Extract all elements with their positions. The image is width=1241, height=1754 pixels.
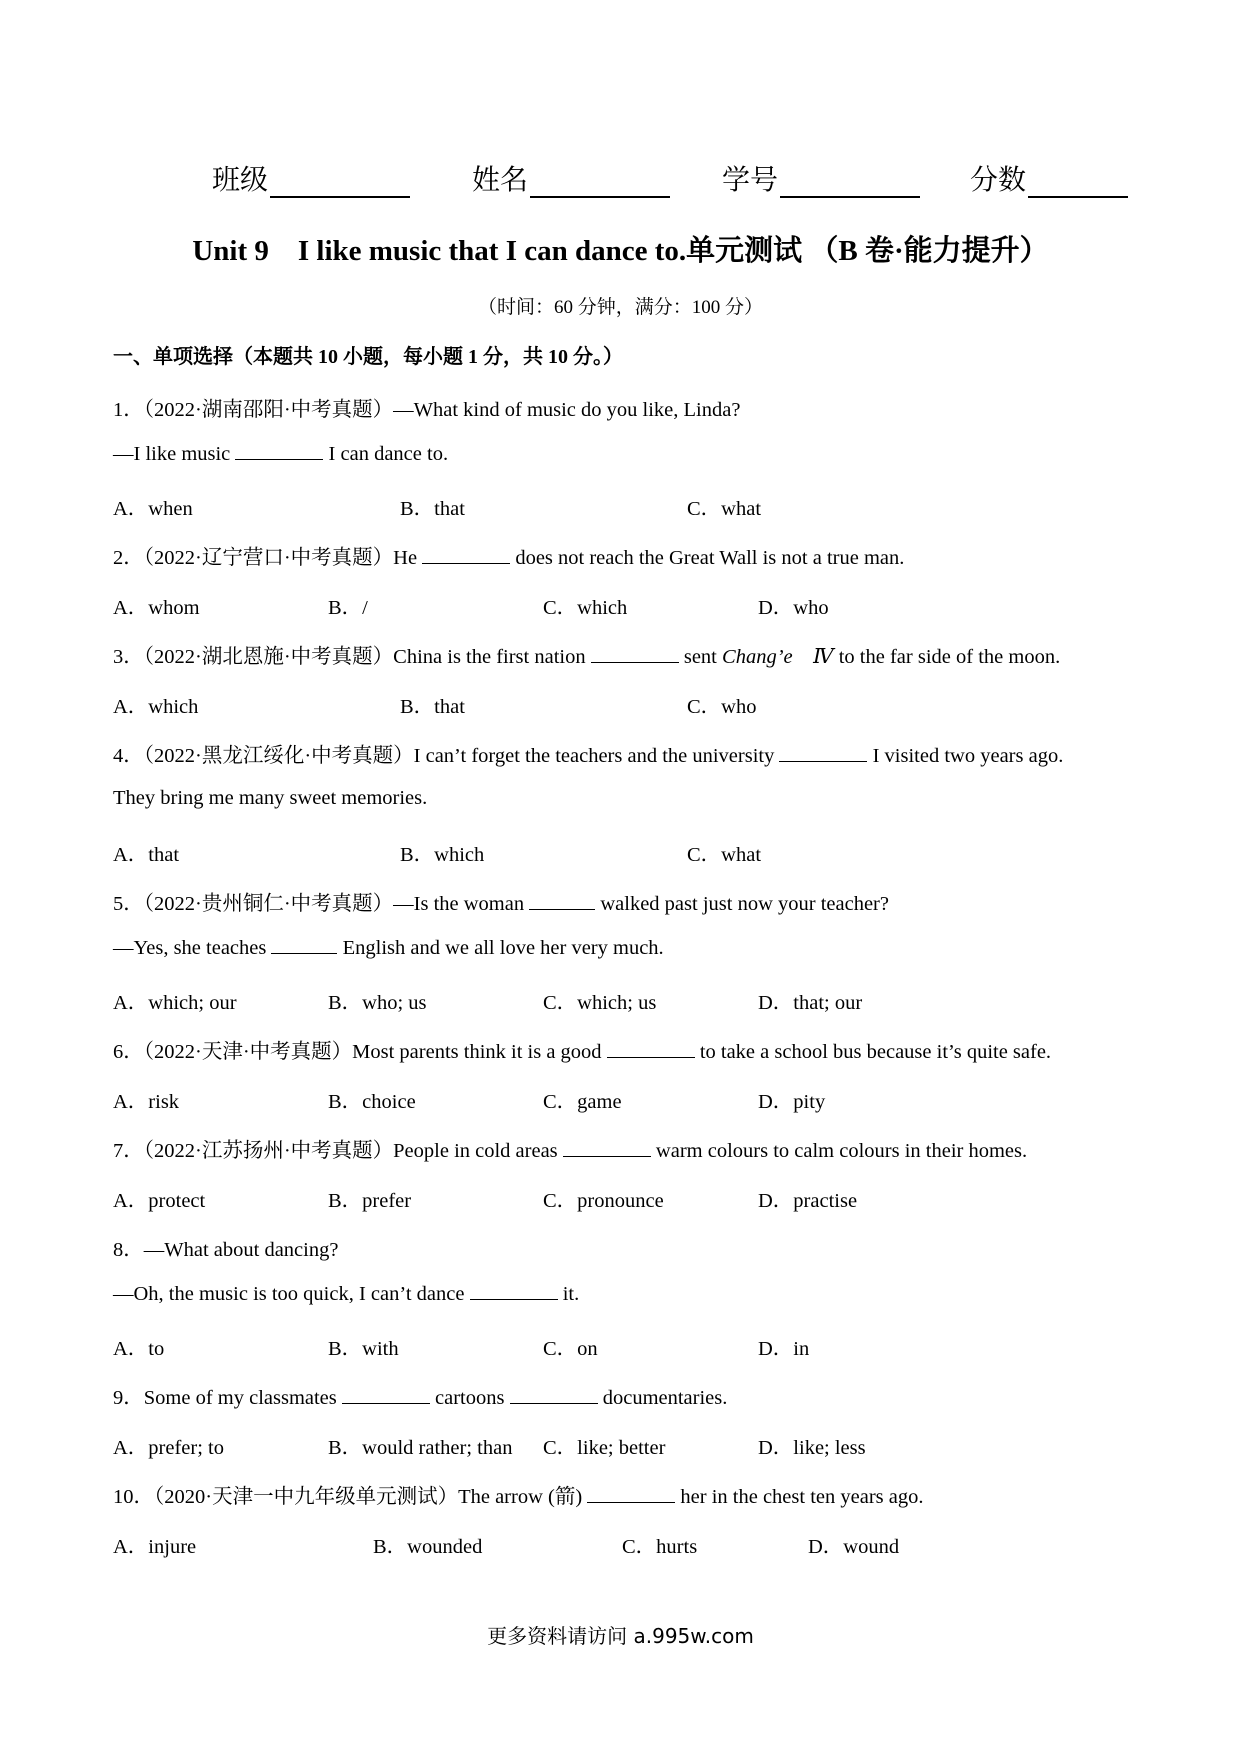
question-7 bbox=[113, 1133, 1027, 1163]
option-d: D．practise bbox=[758, 1190, 858, 1212]
question-text: —Yes, she teaches bbox=[113, 937, 272, 959]
question-text: I visited two years ago. bbox=[867, 745, 1064, 767]
question-text: 4．（2022·黑龙江绥化·中考真题）I can’t forget the teachers and the university bbox=[113, 745, 780, 767]
question-text: it. bbox=[557, 1283, 580, 1305]
question-text: —Oh, the music is too quick, I can’t dance bbox=[113, 1283, 470, 1305]
option-b: B．would rather; than bbox=[328, 1437, 513, 1459]
class-field bbox=[212, 158, 472, 198]
question-text: 9．Some of my classmates bbox=[113, 1387, 342, 1409]
question-text-italic: Chang’e Ⅳ bbox=[722, 646, 834, 668]
option-d: D．wound bbox=[808, 1536, 900, 1558]
option-a: A．protect bbox=[113, 1190, 206, 1212]
answer-blank bbox=[235, 441, 323, 460]
question-text: warm colours to calm colours in their homes. bbox=[650, 1140, 1028, 1162]
option-a: A．injure bbox=[113, 1536, 197, 1558]
question-text: does not reach the Great Wall is not a true man. bbox=[510, 547, 905, 569]
name-blank bbox=[530, 166, 670, 198]
score-label: 分数 bbox=[970, 163, 1027, 196]
question-text: to take a school bus because it’s quite safe. bbox=[694, 1041, 1052, 1063]
footer-link[interactable]: 更多资料请访问 a.995w.com bbox=[487, 1624, 754, 1648]
student-id-field bbox=[722, 158, 970, 198]
option-b: B．which bbox=[400, 844, 485, 866]
answer-blank bbox=[470, 1281, 558, 1300]
option-d: D．that; our bbox=[758, 992, 863, 1014]
option-d: D．like; less bbox=[758, 1437, 866, 1459]
question-text: 6．（2022·天津·中考真题）Most parents think it is a good bbox=[113, 1041, 607, 1063]
question-1: 1．（2022·湖南邵阳·中考真题）—What kind of music do you like, Linda? bbox=[113, 399, 741, 421]
question-8-line-2 bbox=[113, 1281, 579, 1306]
answer-blank bbox=[587, 1484, 675, 1503]
option-c: C．on bbox=[543, 1338, 598, 1360]
option-b: B．wounded bbox=[373, 1536, 483, 1558]
option-b: B．with bbox=[328, 1338, 399, 1360]
option-c: C．what bbox=[687, 498, 762, 520]
option-d: D．pity bbox=[758, 1091, 826, 1113]
question-text: documentaries. bbox=[597, 1387, 728, 1409]
option-d: D．who bbox=[758, 597, 829, 619]
option-a: A．to bbox=[113, 1338, 165, 1360]
question-5-line-2 bbox=[113, 935, 664, 960]
question-text: 7．（2022·江苏扬州·中考真题）People in cold areas bbox=[113, 1140, 563, 1162]
answer-blank bbox=[779, 743, 867, 762]
option-c: C．hurts bbox=[622, 1536, 698, 1558]
name-label: 姓名 bbox=[472, 163, 529, 196]
answer-blank bbox=[607, 1039, 695, 1058]
question-4 bbox=[113, 738, 1063, 768]
class-blank bbox=[270, 166, 410, 198]
option-c: C．who bbox=[687, 696, 757, 718]
score-blank bbox=[1028, 166, 1128, 198]
question-1-answer-line bbox=[113, 441, 448, 466]
answer-blank bbox=[510, 1385, 598, 1404]
option-b: B．prefer bbox=[328, 1190, 412, 1212]
question-9 bbox=[113, 1380, 727, 1410]
option-c: C．pronounce bbox=[543, 1190, 664, 1212]
option-c: C．which bbox=[543, 597, 628, 619]
page-title: Unit 9 I like music that I can dance to.单元测试 （B 卷·能力提升） bbox=[192, 235, 1049, 267]
option-a: A．which; our bbox=[113, 992, 237, 1014]
answer-blank bbox=[271, 935, 337, 954]
option-d: D．in bbox=[758, 1338, 810, 1360]
option-a: A．risk bbox=[113, 1091, 180, 1113]
answer-blank bbox=[422, 545, 510, 564]
score-field bbox=[970, 158, 1128, 198]
answer-blank bbox=[342, 1385, 430, 1404]
class-label: 班级 bbox=[212, 163, 269, 196]
option-a: A．which bbox=[113, 696, 199, 718]
question-10 bbox=[113, 1479, 923, 1509]
question-text: 5．（2022·贵州铜仁·中考真题）—Is the woman bbox=[113, 893, 530, 915]
question-text: English and we all love her very much. bbox=[337, 937, 664, 959]
option-a: A．when bbox=[113, 498, 193, 520]
option-c: C．what bbox=[687, 844, 762, 866]
exam-time-score: （时间：60 分钟，满分：100 分） bbox=[477, 297, 763, 318]
option-a: A．whom bbox=[113, 597, 200, 619]
answer-blank bbox=[563, 1138, 651, 1157]
option-a: A．prefer; to bbox=[113, 1437, 224, 1459]
option-a: A．that bbox=[113, 844, 180, 866]
option-b: B．choice bbox=[328, 1091, 416, 1113]
answer-blank bbox=[591, 644, 679, 663]
question-text: —I like music bbox=[113, 443, 236, 465]
question-6 bbox=[113, 1034, 1051, 1064]
option-b: B．/ bbox=[328, 597, 368, 619]
student-info-fields bbox=[212, 158, 1132, 198]
question-text: walked past just now your teacher? bbox=[595, 893, 889, 915]
option-c: C．which; us bbox=[543, 992, 657, 1014]
name-field bbox=[472, 158, 722, 198]
question-text: 2．（2022·辽宁营口·中考真题）He bbox=[113, 547, 423, 569]
option-c: C．like; better bbox=[543, 1437, 666, 1459]
question-5 bbox=[113, 886, 889, 916]
option-c: C．game bbox=[543, 1091, 622, 1113]
question-8: 8．—What about dancing? bbox=[113, 1239, 339, 1261]
question-text: her in the chest ten years ago. bbox=[675, 1486, 924, 1508]
question-text: sent bbox=[678, 646, 723, 668]
section-heading: 一、单项选择（本题共 10 小题，每小题 1 分，共 10 分。） bbox=[113, 346, 623, 368]
question-2 bbox=[113, 540, 904, 570]
student-id-label: 学号 bbox=[722, 163, 779, 196]
question-4-line-2: They bring me many sweet memories. bbox=[113, 787, 428, 809]
option-b: B．who; us bbox=[328, 992, 427, 1014]
option-b: B．that bbox=[400, 696, 465, 718]
student-id-blank bbox=[780, 166, 920, 198]
question-text: cartoons bbox=[429, 1387, 510, 1409]
answer-blank bbox=[529, 891, 595, 910]
question-text: 3．（2022·湖北恩施·中考真题）China is the first nation bbox=[113, 646, 591, 668]
question-text: to the far side of the moon. bbox=[833, 646, 1061, 668]
question-text: 10．（2020·天津一中九年级单元测试）The arrow (箭) bbox=[113, 1486, 588, 1508]
question-text: I can dance to. bbox=[323, 443, 449, 465]
question-3 bbox=[113, 639, 1060, 669]
option-b: B．that bbox=[400, 498, 465, 520]
